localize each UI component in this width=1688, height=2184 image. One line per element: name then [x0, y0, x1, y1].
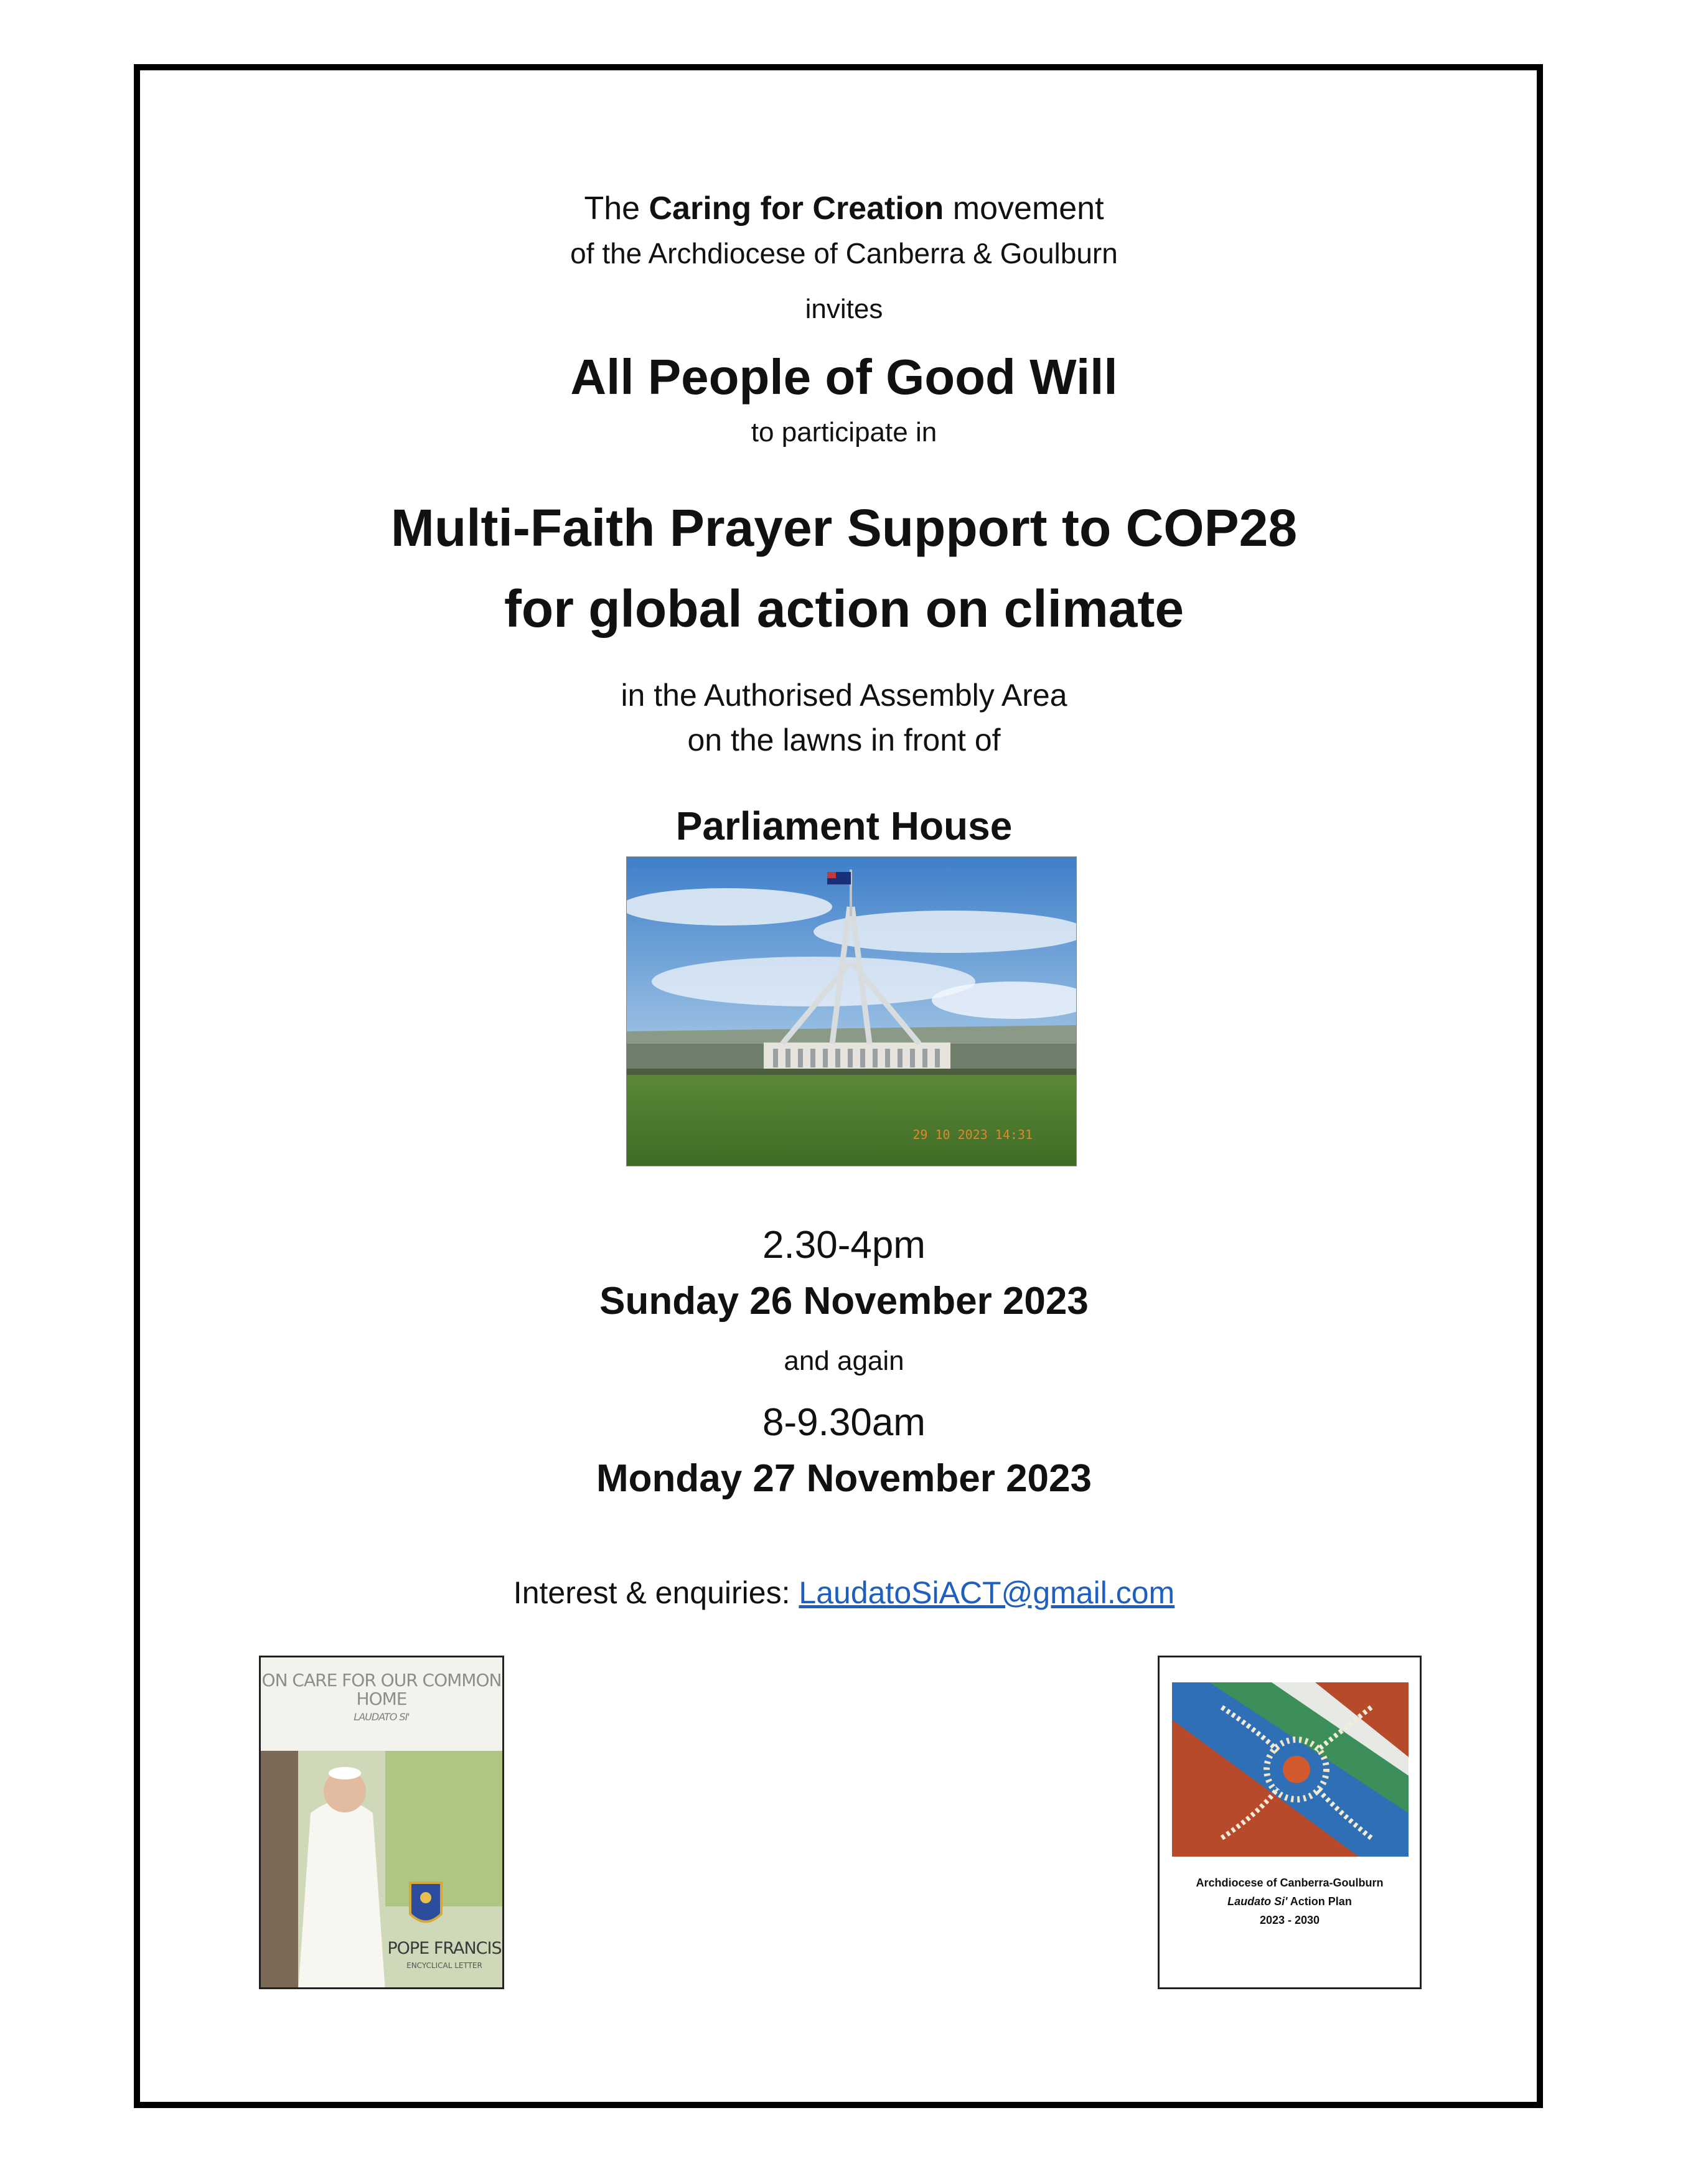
- event-title-line1: Multi-Faith Prayer Support to COP28: [390, 499, 1298, 557]
- event-title-line2: for global action on climate: [504, 579, 1184, 638]
- second-session-date: Monday 27 November 2023: [596, 1457, 1092, 1500]
- cover-right-archdiocese: Archdiocese of Canberra-Goulburn: [1196, 1877, 1384, 1889]
- action-plan-cover: [1158, 1656, 1422, 1989]
- movement-name: Caring for Creation: [649, 190, 944, 227]
- invites-text: invites: [805, 294, 883, 324]
- participate-text: to participate in: [751, 417, 937, 448]
- archdiocese-line: of the Archdiocese of Canberra & Goulburn: [570, 237, 1118, 269]
- photo-date-stamp: 29 10 2023 14:31: [912, 1127, 1033, 1142]
- cover-right-laudato: Laudato Si': [1227, 1895, 1288, 1908]
- intro-movement: movement: [952, 190, 1104, 227]
- and-again-text: and again: [784, 1346, 904, 1376]
- cover-right-action-plan: Action Plan: [1287, 1895, 1352, 1908]
- location-line1: in the Authorised Assembly Area: [621, 678, 1067, 713]
- cover-left-title: ON CARE FOR OUR COMMON HOME: [261, 1670, 502, 1709]
- location-place: Parliament House: [675, 804, 1013, 848]
- intro-line: [0, 190, 1688, 227]
- first-session-date: Sunday 26 November 2023: [599, 1280, 1089, 1323]
- intro-the: The: [584, 190, 640, 227]
- cover-left-kind: ENCYCLICAL LETTER: [406, 1961, 482, 1970]
- second-session-time: 8-9.30am: [762, 1401, 926, 1444]
- cover-right-years: 2023 - 2030: [1259, 1914, 1320, 1926]
- audience-heading: All People of Good Will: [570, 349, 1118, 405]
- contact-label: Interest & enquiries:: [513, 1575, 790, 1610]
- cover-left-subtitle: LAUDATO SI': [354, 1711, 410, 1723]
- location-line2: on the lawns in front of: [687, 723, 1001, 757]
- parliament-house-photo: [626, 856, 1077, 1166]
- cover-left-author: POPE FRANCIS: [387, 1939, 502, 1958]
- first-session-time: 2.30-4pm: [762, 1224, 926, 1267]
- laudato-si-cover: [259, 1656, 504, 1989]
- contact-email-link[interactable]: LaudatoSiACT@gmail.com: [799, 1575, 1175, 1610]
- cover-right-plan-line: [1160, 1895, 1420, 1908]
- contact-line: [0, 1575, 1688, 1611]
